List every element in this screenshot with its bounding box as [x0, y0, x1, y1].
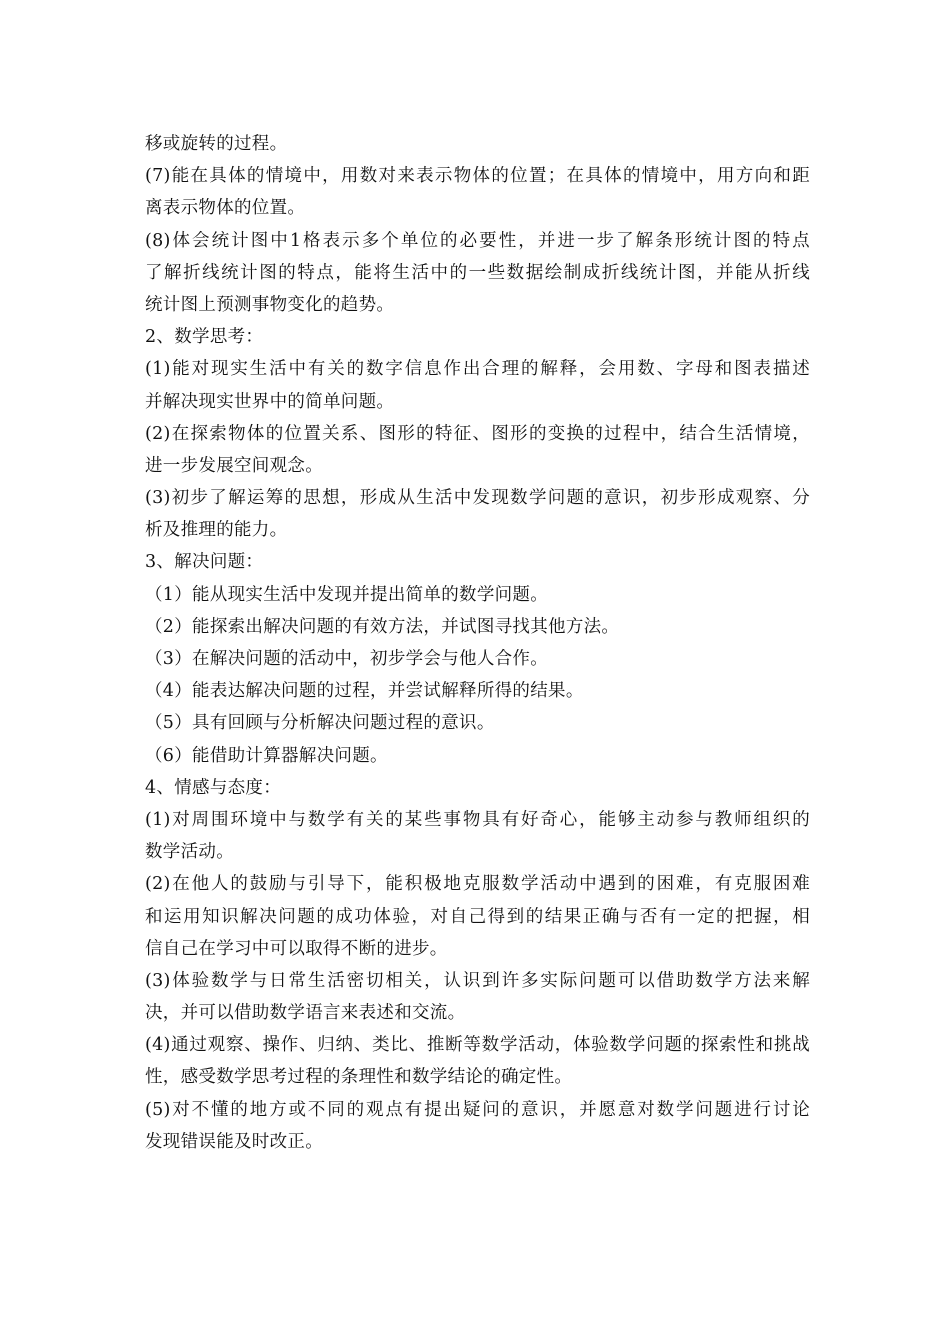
text-line: 4、情感与态度： — [145, 777, 282, 798]
text-line: （1）能从现实生活中发现并提出简单的数学问题。 — [145, 584, 549, 605]
text-line: (2)在他人的鼓励与引导下，能积极地克服数学活动中遇到的困难，有克服困难 — [145, 874, 810, 895]
text-line: （4）能表达解决问题的过程，并尝试解释所得的结果。 — [145, 681, 584, 702]
text-line: (1)能对现实生活中有关的数字信息作出合理的解释，会用数、字母和图表描述 — [145, 359, 810, 380]
text-line: (3)初步了解运筹的思想，形成从生活中发现数学问题的意识，初步形成观察、分 — [145, 488, 810, 509]
text-line: (1)对周围环境中与数学有关的某些事物具有好奇心，能够主动参与教师组织的 — [145, 809, 810, 830]
text-line: (8)体会统计图中1格表示多个单位的必要性，并进一步了解条形统计图的特点 — [145, 230, 810, 251]
text-line: 2、数学思考： — [145, 327, 264, 348]
text-line: (4)通过观察、操作、归纳、类比、推断等数学活动，体验数学问题的探索性和挑战 — [145, 1035, 810, 1056]
document-page — [145, 128, 810, 1158]
text-line: 决，并可以借助数学语言来表述和交流。 — [145, 1003, 466, 1024]
text-line: 数学活动。 — [145, 842, 234, 863]
text-line: 性，感受数学思考过程的条理性和数学结论的确定性。 — [145, 1067, 573, 1088]
text-line: 3、解决问题： — [145, 552, 264, 573]
text-line: 析及推理的能力。 — [145, 520, 288, 541]
text-line: (7)能在具体的情境中，用数对来表示物体的位置；在具体的情境中，用方向和距 — [145, 166, 810, 187]
text-line: （3）在解决问题的活动中，初步学会与他人合作。 — [145, 649, 549, 669]
text-line: 信自己在学习中可以取得不断的进步。 — [145, 938, 448, 959]
text-line: (3)体验数学与日常生活密切相关，认识到许多实际问题可以借助数学方法来解 — [145, 970, 810, 991]
text-line: 了解折线统计图的特点，能将生活中的一些数据绘制成折线统计图，并能从折线 — [145, 262, 810, 283]
text-line: 并解决现实世界中的简单问题。 — [145, 391, 395, 412]
text-line: （5）具有回顾与分析解决问题过程的意识。 — [145, 713, 495, 734]
text-line: 发现错误能及时改正。 — [145, 1131, 323, 1152]
text-line: （6）能借助计算器解决问题。 — [145, 745, 388, 766]
text-line: 移或旋转的过程。 — [145, 134, 288, 154]
text-line: 和运用知识解决问题的成功体验，对自己得到的结果正确与否有一定的把握，相 — [145, 906, 810, 927]
text-line: (2)在探索物体的位置关系、图形的特征、图形的变换的过程中，结合生活情境， — [145, 423, 810, 444]
text-line: （2）能探索出解决问题的有效方法，并试图寻找其他方法。 — [145, 616, 620, 637]
text-line: 进一步发展空间观念。 — [145, 455, 323, 476]
text-line: (5)对不懂的地方或不同的观点有提出疑问的意识，并愿意对数学问题进行讨论 — [145, 1099, 810, 1120]
text-line: 统计图上预测事物变化的趋势。 — [145, 294, 395, 315]
text-line: 离表示物体的位置。 — [145, 198, 306, 219]
